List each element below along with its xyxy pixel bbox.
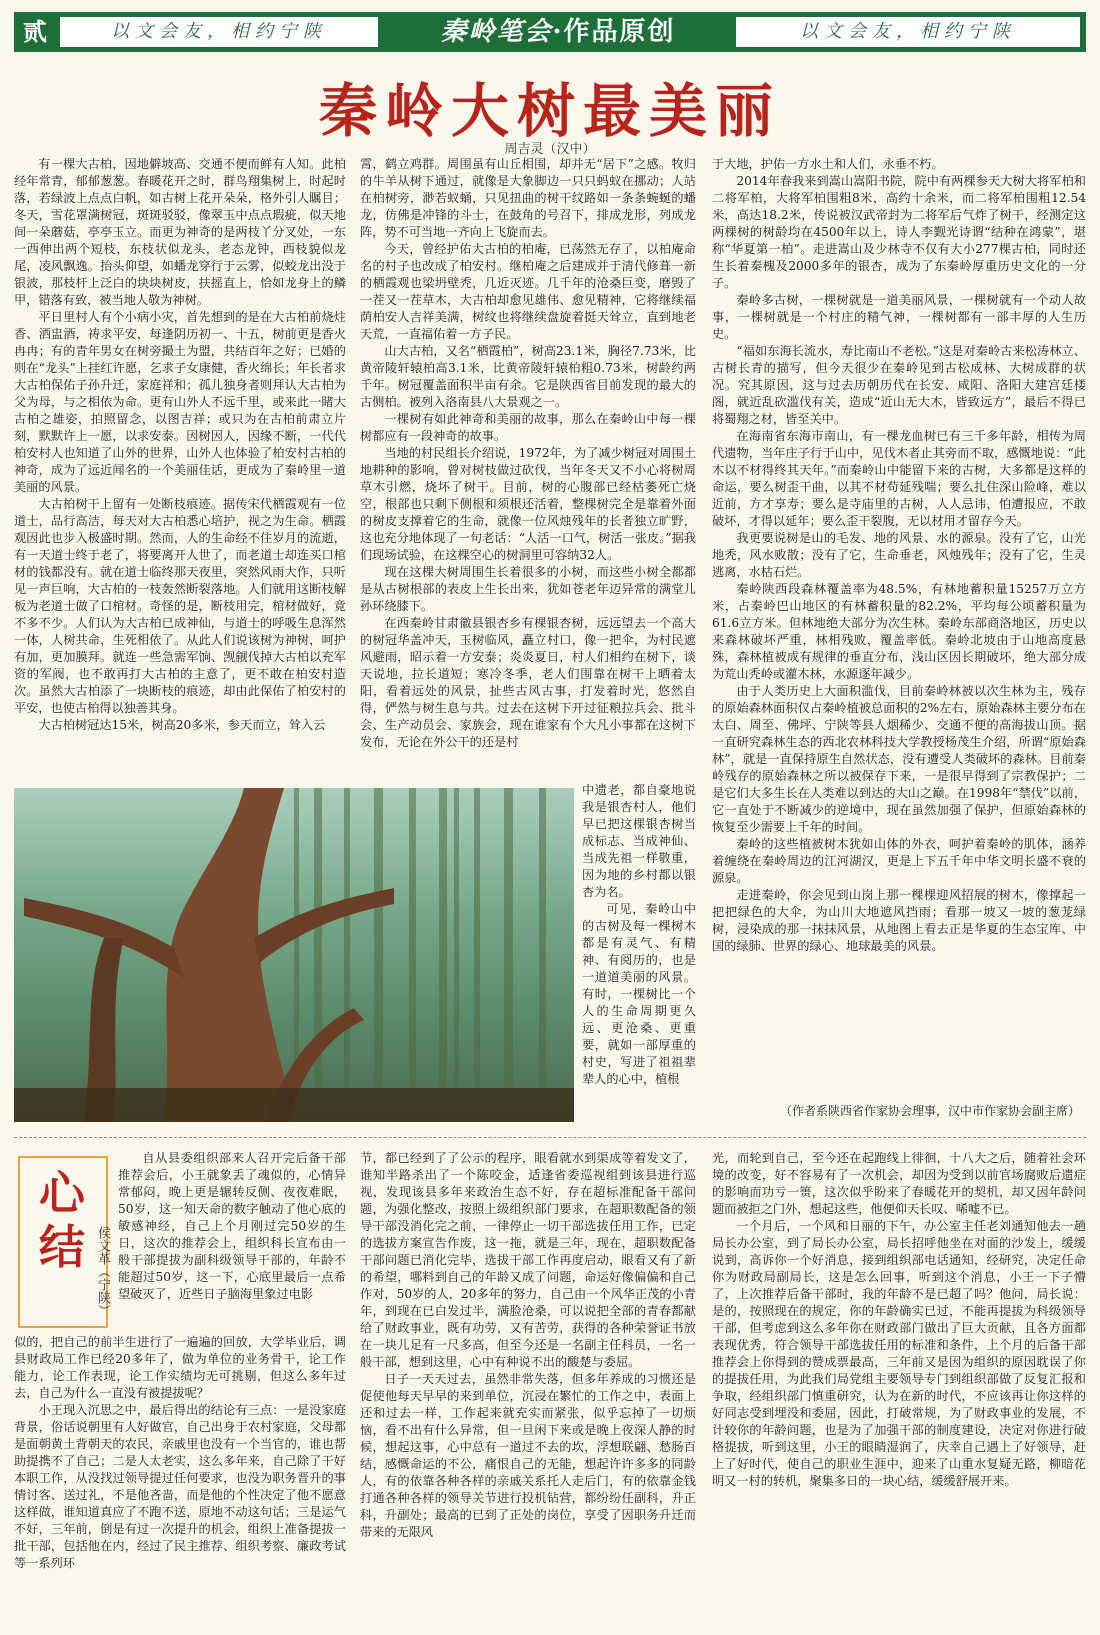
article1-column-1 [14,156,346,780]
paragraph: 山大古柏，又名“栖霞柏”，树高23.1米，胸径7.73米，比黄帝陵轩辕柏高3.1米，比黄帝陵轩辕柏粗0.73米，树龄约两千年。树冠覆盖面积半亩有余。它是陕西省目前发现的最大的古侧柏。被列入洛南县八大景观之一。 [360,344,696,409]
paragraph: 2014年春我来到嵩山嵩阳书院，院中有两棵参天大树大将军柏和二将军柏，大将军柏围粗8米，高约十余米，而二将军柏围粗12.54米，高达18.2米，传说被汉武帝封为二将军后气炸了树干，经测定这两棵树的树龄均在4500年以上，诗人李觐光诗谓“结种在鸿蒙”，堪称“华夏第一柏”。走进嵩山及少林寺不仅有大小277棵古柏，同时还生长着秦槐及2000多年的银杏，成为了东秦岭厚重历史文化的一分子。 [712,174,1086,290]
paragraph: 一个月后，一个风和日丽的下午，办公室主任老刘通知他去一趟局长办公室，到了局长办公室，局长招呼他坐在对面的沙发上，缓缓说到，高诉你一个好消息，接到组织部电话通知，经研究，决定任命你为财政局副局长，这是怎么回事，听到这个消息，小王一下子懵了，上次推荐后备干部时，我的年龄不是已超了吗？他问，局长说：是的，按照现在的规定，你的年龄确实已过，不能再提拔为科级领导干部，但考虑到这么多年你在财政部门做出了巨大贡献，且各方面都表现优秀，符合领导干部选拔任用的标准和条件，上个月的后备干部推荐会上你得到的赞成票最高，三年前又是因为组织的原因耽误了你的提拔任用，为此我们局党组主要领导专门到组织部做了反复汇报和争取，经组织部门慎重研究，认为在新的时代，不应该再让你这样的好同志受到埋没和委屈，因此，打破常规，为了财政事业的发展，不计较你的年龄问题，也是为了加强干部的制度建设，决定对你进行破格提拔，听到这里，小王的眼睛湿润了，庆幸自己遇上了好领导，赶上了好时代，使自己的职业生涯中，迎来了山重水复疑无路，柳暗花明又一村的转机，聚集多日的一块心结，缓缓舒展开来。 [712,1219,1086,1488]
paragraph: 光，而轮到自己，至今还在起跑线上徘徊，十八大之后，随着社会环境的改变，好不容易有了一次机会，却因为受到以前官场腐败后遗症的影响而功亏一篑，这次似乎盼来了春暖花开的契机，却又因年龄问题而被拒之门外，想起这些，他便仰天长叹、唏嘘不已。 [712,1151,1086,1216]
forest-illustration [14,788,574,1122]
article2-column-3 [712,1150,1086,1624]
article1-column-2 [360,156,696,780]
banner-separator: · [552,17,564,47]
paragraph: 可见，秦岭山中的古树及每一棵树木都是有灵气、有精神、有阅历的，也是一道道美丽的风景。有时，一棵树比一个人的生命周期更久远、更沧桑、更重要，就如一部厚重的村史，写进了祖祖辈辈人的心中，植根 [582,902,696,1086]
story-author: 侯文革（宁陕） [95,1226,110,1317]
paragraph: 小王现入沉思之中，最后得出的结论有三点：一是没家庭背景，俗话说朝里有人好做官，自己出身于农村家庭，父母都是面朝黄土背朝天的农民，亲戚里也没有一个当官的，谁也帮助提携不了自己；二是人太老实，这么多年来，自己除了干好本职工作，从没找过领导提过任何要求，也没为职务晋升的事情讨客、送过礼，不是他吝啬，而是他的个性决定了他不愿意这样做，谁知道真应了不跑不送，原地不动这句话；三是运气不好，三年前，倒是有过一次提升的机会，组织上准备提拔一批干部，包括他在内，经过了民主推荐、组织考察、廉政考试等一系列环 [14,1403,346,1570]
paragraph: 今天，曾经护佑大古柏的柏庵，已荡然无存了，以柏庵命名的村子也改成了柏安村。继柏庵之后建成并于清代修葺一新的栖霞观也梁坍壁秃，几近灭迹。几千年的沧桑巨变，磨毁了一茬又一茬草木，大古柏却愈见雄伟、愈见精神，它将继续福荫柏安人吉祥美满，树纹也将继续盘旋着挺天耸立，直到地老天荒，一直福佑着一方子民。 [360,242,696,341]
story-title: 心结 [39,1166,85,1274]
page-number: 贰 [14,12,56,52]
article-title: 秦岭大树最美丽 [318,77,781,145]
motto-left: 以文会友，相约宁陕 [60,17,378,47]
section-divider [14,1137,1086,1138]
paragraph: 霄，鹤立鸡群。周围虽有山丘相围，却并无“居下”之感。牧归的牛羊从树下通过，就像是大象脚边一只只蚂蚁在挪动；人站在柏树旁，渺若蚁蛹，只见扭曲的树干纹路如一条条蜿蜒的蟠龙，仿佛是冲锋的斗士，在鼓角的号召下，排成龙形，列成龙阵，势不可当地一齐向上飞旋而去。 [360,157,696,239]
paragraph: 有一棵大古柏，因地僻坡高、交通不便而鲜有人知。此柏经年常青，郁郁葱葱。春暖花开之时，群鸟翔集树上，时起时落，若绿波上点点白帆，如古树上花开朵朵，格外引人瞩目；冬天，雪花罩满树冠，斑斑驳驳，像翠玉中点点瑕疵，似天地间一朵蘑菇，亭亭玉立。而更为神奇的是两枝丫分叉处，一东一西伸出两个短枝，东枝状似龙头，老态龙钟，西枝貌似龙尾，凌风飘逸。抬头仰望，如蟠龙穿行于云雾，似蛟龙出没于银波，那枝杆上泛白的块块树皮，扶摇直上，恰如龙身上的鳞甲，错落有致，被当地人敬为神树。 [14,157,346,307]
banner-title: 作品原创 [563,17,676,47]
paragraph: 日子一天天过去，虽然非常失落，但多年养成的习惯还是促使他每天早早的来到单位，沉浸在繁忙的工作之中，表面上还和过去一样，工作起来就充实而紧张，似乎忘掉了一切烦恼，看不出有什么异常，但一旦闲下来或是晚上夜深人静的时候，想起这事，心中总有一道过不去的坎，浮想联翩、愁肠百结，感慨命运的不公，痛恨自己的无能，想起许许多多的同龄人，有的依靠各种各样的亲戚关系托人走后门，有的依靠金钱打通各种各样的领导关节进行投机钻营，都纷纷任副科，升正科，升副处；最高的已到了正处的岗位，享受了因职务升迁而带来的无限风 [360,1372,696,1539]
paragraph: 自从县委组织部来人召开完后备干部推荐会后，小王就象丢了魂似的，心情异常郁闷，晚上更是辗转反侧、夜夜难眠，50岁，这一知天命的数字触动了他心底的敏感神经，自己上个月刚过完50岁的生日，这次的推荐会上，组织科长宣布由一般干部提拔为副科级领导干部的，年龄不能超过50岁，这一下，心底里最后一点希望破灭了，近些日子脑海里象过电影 [118,1151,346,1301]
article2-column-1 [118,1150,346,1328]
paragraph: 在西秦岭甘肃徽县银杏乡有棵银杏树，远远望去一个高大的树冠华盖冲天，玉树临风，矗立村口，像一把伞，为村民遮风避雨，昭示着一方安泰；炎炎夏日，村人们相约在树下，谈天说地，拉长道短；寒冷冬季，老人们围靠在树干上晒着太阳，看着远处的风景，扯些古风古事，打发着时光，悠然自得，俨然与树生息与共。过去在这树下开过征粮拉兵会、批斗会、生产动员会、家族会，现在谁家有个大凡小事都在这树下发布，无论在外公干的还是村 [360,616,696,749]
paragraph: 一棵树有如此神奇和美丽的故事，那么在秦岭山中每一棵树都应有一段神奇的故事。 [360,412,696,443]
paragraph: 平日里村人有个小病小灾，首先想到的是在大古柏前烧炷香、洒盅酒，祷求平安，每逢阴历初一、十五，树前更是香火冉冉；有的青年男女在树旁撮土为盟，共结百年之好；已婚的则在“龙头”上挂红许愿，乞求子女康健，香火绵长；年长者求大古柏保佑子孙升迁，家庭祥和；孤儿独身者则拜认大古柏为父为母，与之相依为命。更有山外人不远千里，或来此一睹大古柏之雄姿，拍照留念，以图吉祥；或只为在古柏前肃立片刻，默默许上一愿，以求安泰。因树因人，因缘不断，一代代柏安村人也知道了山外的世界，山外人也体验了柏安村古柏的神奇，成为了远近闻名的一个美丽佳话，更成为了秦岭里一道美丽的风景。 [14,310,346,494]
paragraph: 现在这棵大树周围生长着很多的小树，而这些小树全都都是从古树根部的表皮上生长出来，犹如苍老年迈异常的满堂儿孙环绕膝下。 [360,565,696,613]
paragraph: 于大地，护佑一方水土和人们，永垂不朽。 [712,157,944,171]
author-note: （作者系陕西省作家协会理事，汉中市作家协会副主席） [779,1104,1080,1118]
paragraph: “福如东海长流水，寿比南山不老松。”这是对秦岭古来松涛林立、古树长青的描写，但今天很少在秦岭见到古松成林、大树成群的状况。究其原因，这与过去历朝历代在长安、咸阳、洛阳大建宫廷楼阁，就近乱砍滥伐有关，造成“近山无大木，皆致远方”，最后不得已将蜀翔之材，皆至关中。 [712,344,1086,426]
section-banner [386,12,730,52]
article1-column-3 [712,156,1086,1098]
paragraph: 走进秦岭，你会见到山岗上那一棵棵迎风招展的树木，像撑起一把把绿色的大伞，为山川大地遮风挡雨；看那一坡又一坡的葱茏绿树，浸染成的那一抹抹风景，从地图上看去正是华夏的生态宝库、中国的绿肺、世界的绿心、地球最美的风景。 [712,888,1086,953]
paragraph: 节，都已经到了了公示的程序，眼看就水到渠成等着发文了，谁知半路杀出了一个陈咬金，适逢省委巡视组到该县进行巡视，发现该县多年来政治生态不好，存在超标准配备干部问题，为强化整改，按照上级组织部门要求，在超职数配备的领导干部没消化完之前，一律停止一切干部选拔任用工作，已定的选拔方案宣告作废，这一拖，就是三年，现在，超职数配备干部问题已消化完毕，选拔干部工作再度启动，眼看又有了新的希望，哪料到自己的年龄又成了问题，命运好像偏偏和自己作对，50岁的人，20多年的努力，自己由一个风华正茂的小青年，到现在已白发过半，满脸沧桑，可以说把全部的青春都献给了财政事业，既有功劳，又有苦劳，获得的各种荣誉证书放在一块儿足有一尺多高，但至今还是一名副主任科员，一名一般干部，想到这里，心中有种说不出的酸楚与委屈。 [360,1151,696,1369]
article2-column-2 [360,1150,696,1624]
paragraph: 我更要说树是山的毛发、地的风景、水的源泉。没有了它，山光地秃，风水败散；没有了它，生命垂老，风烛残年；没有了它，生灵逃离，水枯石烂。 [712,531,1086,579]
story-title-box [14,1152,110,1330]
motto-right: 以文会友，相约宁陕 [736,17,1080,47]
paragraph: 秦岭多古树，一棵树就是一道美丽风景，一棵树就有一个动人故事，一棵树就是一个村庄的精气神，一棵树都有一部丰厚的人生历史。 [712,293,1086,341]
forest-photo [14,788,574,1122]
paragraph: 大古柏树干上留有一处断枝痕迹。据传宋代栖霞观有一位道士，品行高洁，每天对大古柏悉心培护，视之为生命。栖霞观因此也步入极盛时期。然而，人的生命经不住岁月的流逝，有一天道士终于老了，将要离开人世了，而老道士却连买口棺材的钱都没有。就在道士临终那天夜里，突然风雨大作，只听见一声巨响，大古柏的一枝轰然断裂落地。人们就用这断枝解板为老道士做了口棺材。奇怪的是，断枝用完，棺材做好，竟不多不少。人们认为大古柏已成神仙，与道士的呼吸生息浑然一体，人树共命，生死相依了。从此人们说该树为神树，呵护有加，更加膜拜。就连一些急需军饷、觊觎伐掉大古柏以充军资的军阀，也不敢再打大古柏的主意了，更不敢在柏安村造次。虽然大古柏添了一块断枝的痕迹，却由此保佑了柏安村的平安，也使古柏得以独善其身。 [14,497,346,715]
article1-column-2-continued [582,782,696,1122]
paragraph: 中遗老，都自豪地说我是银杏村人，他们早已把这棵银杏树当成标志、当成神仙、当成先祖一样敬重，因为地的乡村都以银杏为名。 [582,783,696,899]
paragraph: 由于人类历史上大面积滥伐，目前秦岭林被以次生林为主，残存的原始森林面积仅占秦岭植被总面积的2%左右，原始森林主要分布在太白、周至、佛坪、宁陕等县人烟稀少、交通不便的高海拔山顶。据一直研究森林生态的西北农林科技大学教授杨茂生介绍，所谓“原始森林”，就是一直保持原生自然状态，没有遭受人类破坏的森林。目前秦岭残存的原始森林之所以被保存下来，一是很早得到了宗教保护；二是它们大多生长在人类难以到达的大山之巅。在1998年“禁伐”以前，它一直处于不断减少的逆境中，现在虽然加强了保护，但原始森林的恢复至少需要上千年的时间。 [712,684,1086,834]
paragraph: 秦岭陕西段森林覆盖率为48.5%，有林地蓄积量15257万立方米，占秦岭巴山地区的有林蓄积量的82.2%，平均每公顷蓄积量为61.6立方米。但林地绝大部分为次生林。秦岭东部商洛地区，历史以来森林破坏严重，林相残败，覆盖率低。秦岭北坡由于山地高度悬殊，森林植被成有规律的垂直分布，浅山区因长期破坏，绝大部分成为荒山秃岭或灌木林，水源逐年减少。 [712,582,1086,681]
paragraph: 在海南省东海市南山，有一棵龙血树已有三千多年龄，相传为周代遗物，当年庄子行于山中，见伐木者止其旁而不取，感慨地说：“此木以不材得终其天年。”而秦岭山中能留下来的古树，大多都是这样的命运，要么树歪干曲，以其不材苟延残喘；要么扎住深山险峰，难以近前，方才享寿；要么是寺庙里的古树，人人忌讳，怕遭报应，不敢破坏，才得以延年；要么歪干裂腹，无以材用才留存今天。 [712,429,1086,528]
paragraph: 当地的村民组长介绍说，1972年，为了减少树冠对周围土地耕种的影响，曾对树枝做过砍伐，当年冬天又不小心将树周草木引燃，烧坏了树干。目前，树的心腹部已经枯萎死亡烧空，根部也只剩下侧根和须根还活着，整棵树完全是靠着外面的树皮支撑着它的生命，就像一位风烛残年的长者独立旷野，这也充分地体现了一句老话：“人活一口气，树活一张皮。”据我们现场试验，在这棵空心的树洞里可容纳32人。 [360,446,696,562]
paragraph: 似的，把自己的前半生进行了一遍遍的回放，大学毕业后，调县财政局工作已经20多年了，做为单位的业务骨干，论工作能力，论工作表现，论工作实绩均无可挑剔，但这么多年过去，自己为什么一直没有被提拔呢？ [14,1335,346,1400]
paragraph: 大古柏树冠达15米，树高20多米，参天而立，耸入云 [38,718,326,732]
banner-calligraphy: 秦岭笔会 [440,17,553,47]
article2-column-1-continued [14,1334,346,1624]
article-byline: 周吉灵（汉中） [504,142,596,157]
page-header [14,12,1086,52]
paragraph: 秦岭的这些植被树木犹如山体的外衣，呵护着秦岭的肌体，涵养着缠绕在秦岭周边的江河湖汉，更是上下五千年中华文明长盛不衰的源泉。 [712,837,1086,885]
